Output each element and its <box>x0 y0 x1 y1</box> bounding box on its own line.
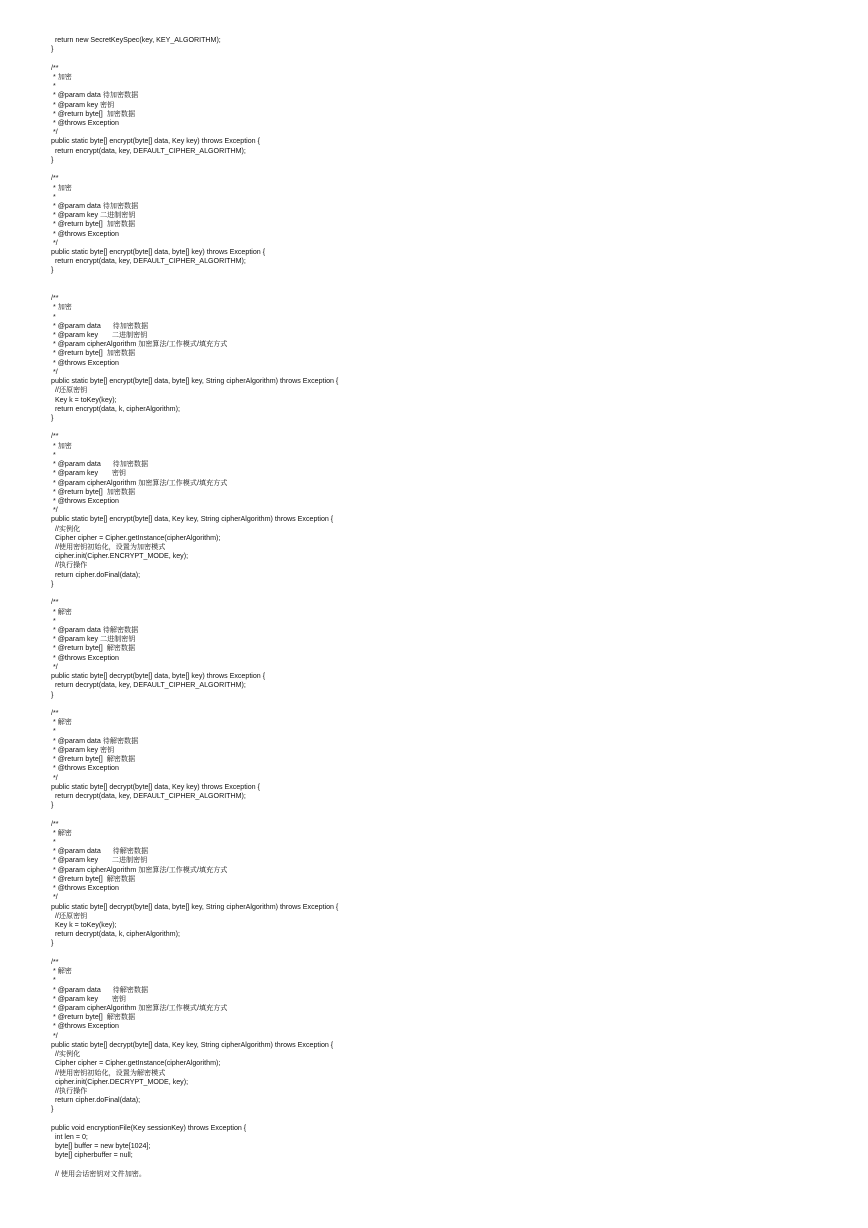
code-line: return new SecretKeySpec(key, KEY_ALGORITHM); <box>51 36 221 44</box>
code-line: /** <box>51 432 59 441</box>
code-line: * <box>51 192 56 201</box>
code-line: * @param cipherAlgorithm 加密算法/工作模式/填充方式 <box>51 1003 228 1012</box>
code-line: * 加密 <box>51 183 72 192</box>
code-line: * <box>51 616 56 625</box>
code-line: } <box>51 413 54 422</box>
code-line: } <box>51 45 54 54</box>
code-line: * <box>51 82 56 91</box>
code-line: /** <box>51 294 59 303</box>
code-line: * <box>51 312 56 321</box>
code-line: * @param data 待加密数据 <box>51 91 139 100</box>
code-line: return encrypt(data, k, cipherAlgorithm); <box>51 404 180 413</box>
code-line: } <box>51 939 54 948</box>
code-line: return decrypt(data, key, DEFAULT_CIPHER_ALGORITHM); <box>51 681 246 690</box>
code-line: public static byte[] decrypt(byte[] data, Key key) throws Exception { <box>51 782 260 791</box>
code-line: //还原密钥 <box>51 386 88 395</box>
code-line: return cipher.doFinal(data); <box>51 570 141 579</box>
code-line: * @param key 密钥 <box>51 100 115 109</box>
code-line: * @throws Exception <box>51 496 119 505</box>
code-line: * @return byte[] 加密数据 <box>51 487 136 496</box>
code-line: } <box>51 155 54 164</box>
code-line: * 解密 <box>51 828 72 837</box>
code-line: * @param data 待加密数据 <box>51 201 139 210</box>
code-line: public static byte[] encrypt(byte[] data, Key key, String cipherAlgorithm) throws Exception { <box>51 515 334 524</box>
code-line: */ <box>51 128 58 137</box>
code-line <box>51 1115 851 1124</box>
code-line: } <box>51 579 54 588</box>
code-line: */ <box>51 773 58 782</box>
code-line: * @return byte[] 加密数据 <box>51 220 136 229</box>
code-line: * @return byte[] 解密数据 <box>51 755 136 764</box>
code-line: // 使用会话密钥对文件加密。 <box>51 1169 146 1178</box>
code-line: * @param cipherAlgorithm 加密算法/工作模式/填充方式 <box>51 340 228 349</box>
code-line <box>51 949 851 958</box>
code-line: Key k = toKey(key); <box>51 921 117 929</box>
code-line: * 解密 <box>51 967 72 976</box>
code-line: return encrypt(data, key, DEFAULT_CIPHER_ALGORITHM); <box>51 146 246 155</box>
code-line: */ <box>51 893 58 902</box>
code-line: */ <box>51 1031 58 1040</box>
code-line: public static byte[] encrypt(byte[] data, Key key) throws Exception { <box>51 137 260 146</box>
code-line: } <box>51 1105 54 1114</box>
code-line: */ <box>51 367 58 376</box>
code-line: * 加密 <box>51 303 72 312</box>
code-listing <box>51 36 851 1179</box>
code-line: * 解密 <box>51 607 72 616</box>
code-line: * @param data 待解密数据 <box>51 847 149 856</box>
code-line: * @throws Exception <box>51 118 119 127</box>
code-line: * <box>51 976 56 985</box>
code-line: //执行操作 <box>51 1086 88 1095</box>
code-line: * @param key 二进制密钥 <box>51 211 136 220</box>
code-line: //使用密钥初始化，设置为加密模式 <box>51 543 166 552</box>
code-line: //实例化 <box>51 1050 81 1059</box>
code-line: //使用密钥初始化，设置为解密模式 <box>51 1068 166 1077</box>
code-line: /** <box>51 819 59 828</box>
code-line: * @param cipherAlgorithm 加密算法/工作模式/填充方式 <box>51 865 228 874</box>
code-line: * @throws Exception <box>51 229 119 238</box>
code-line: return encrypt(data, key, DEFAULT_CIPHER_ALGORITHM); <box>51 257 246 266</box>
code-line: public static byte[] encrypt(byte[] data, byte[] key) throws Exception { <box>51 248 266 257</box>
code-line: public static byte[] decrypt(byte[] data, byte[] key) throws Exception { <box>51 672 266 681</box>
code-line: * @param key 二进制密钥 <box>51 635 136 644</box>
code-line: /** <box>51 174 59 183</box>
code-line: * @return byte[] 解密数据 <box>51 1013 136 1022</box>
code-line: int len = 0; <box>51 1133 88 1142</box>
code-line: * 解密 <box>51 718 72 727</box>
code-line: public void encryptionFile(Key sessionKey) throws Exception { <box>51 1123 247 1132</box>
code-line: * @throws Exception <box>51 884 119 893</box>
code-line: public static byte[] encrypt(byte[] data, byte[] key, String cipherAlgorithm) throws Exception { <box>51 377 339 386</box>
code-line: byte[] buffer = new byte[1024]; <box>51 1142 151 1151</box>
code-line: * @param cipherAlgorithm 加密算法/工作模式/填充方式 <box>51 478 228 487</box>
code-line: * 加密 <box>51 441 72 450</box>
code-line: Key k = toKey(key); <box>51 395 117 404</box>
code-line: * @throws Exception <box>51 653 119 662</box>
code-line: * @param key 密钥 <box>51 994 127 1003</box>
code-line: */ <box>51 662 58 671</box>
code-line: Cipher cipher = Cipher.getInstance(cipherAlgorithm); <box>51 1059 221 1068</box>
code-line: //还原密钥 <box>51 911 88 920</box>
code-line: * @param key 密钥 <box>51 469 127 478</box>
code-line: * @param data 待加密数据 <box>51 321 149 330</box>
code-line: cipher.init(Cipher.DECRYPT_MODE, key); <box>51 1077 189 1086</box>
code-line: * <box>51 838 56 847</box>
code-line: * @return byte[] 解密数据 <box>51 874 136 883</box>
code-line: //执行操作 <box>51 561 88 570</box>
code-line: } <box>51 801 54 810</box>
code-line: * @param data 待加密数据 <box>51 460 149 469</box>
code-line: * @throws Exception <box>51 1022 119 1031</box>
code-line: return decrypt(data, k, cipherAlgorithm); <box>51 930 180 939</box>
code-line: /** <box>51 957 59 966</box>
code-line: } <box>51 690 54 699</box>
code-line: return decrypt(data, key, DEFAULT_CIPHER_ALGORITHM); <box>51 791 246 800</box>
code-line: return cipher.doFinal(data); <box>51 1096 141 1105</box>
code-line <box>51 589 851 598</box>
code-line: * @param key 二进制密钥 <box>51 331 148 339</box>
code-line: */ <box>51 506 58 515</box>
code-line: * @param key 密钥 <box>51 745 115 754</box>
code-line <box>51 276 851 285</box>
code-line: * @return byte[] 加密数据 <box>51 109 136 118</box>
code-line: byte[] cipherbuffer = null; <box>51 1151 133 1160</box>
code-line: public static byte[] decrypt(byte[] data, byte[] key, String cipherAlgorithm) throws Exception { <box>51 902 339 911</box>
code-line: * @param key 二进制密钥 <box>51 856 148 865</box>
code-line: * <box>51 450 56 459</box>
code-line: * @param data 待解密数据 <box>51 626 139 634</box>
code-line: } <box>51 266 54 275</box>
code-line <box>51 165 851 174</box>
code-line: * @return byte[] 解密数据 <box>51 644 136 653</box>
code-line <box>51 1161 851 1170</box>
code-line: * @param data 待解密数据 <box>51 736 139 745</box>
code-line <box>51 810 851 819</box>
code-line <box>51 285 851 294</box>
code-line <box>51 700 851 709</box>
code-line: * @return byte[] 加密数据 <box>51 349 136 358</box>
code-line: /** <box>51 598 59 607</box>
code-line: * <box>51 727 56 736</box>
code-line: Cipher cipher = Cipher.getInstance(cipherAlgorithm); <box>51 533 221 542</box>
code-line: * @throws Exception <box>51 358 119 367</box>
code-line: * @throws Exception <box>51 764 119 773</box>
code-line: //实例化 <box>51 524 81 533</box>
code-line: * 加密 <box>51 72 72 81</box>
code-line: public static byte[] decrypt(byte[] data, Key key, String cipherAlgorithm) throws Exception { <box>51 1040 334 1049</box>
code-line: cipher.init(Cipher.ENCRYPT_MODE, key); <box>51 552 189 561</box>
code-line: */ <box>51 238 58 247</box>
code-line: /** <box>51 63 59 72</box>
code-line <box>51 423 851 432</box>
code-line: /** <box>51 708 59 717</box>
code-line: * @param data 待解密数据 <box>51 985 149 994</box>
code-line <box>51 54 851 63</box>
